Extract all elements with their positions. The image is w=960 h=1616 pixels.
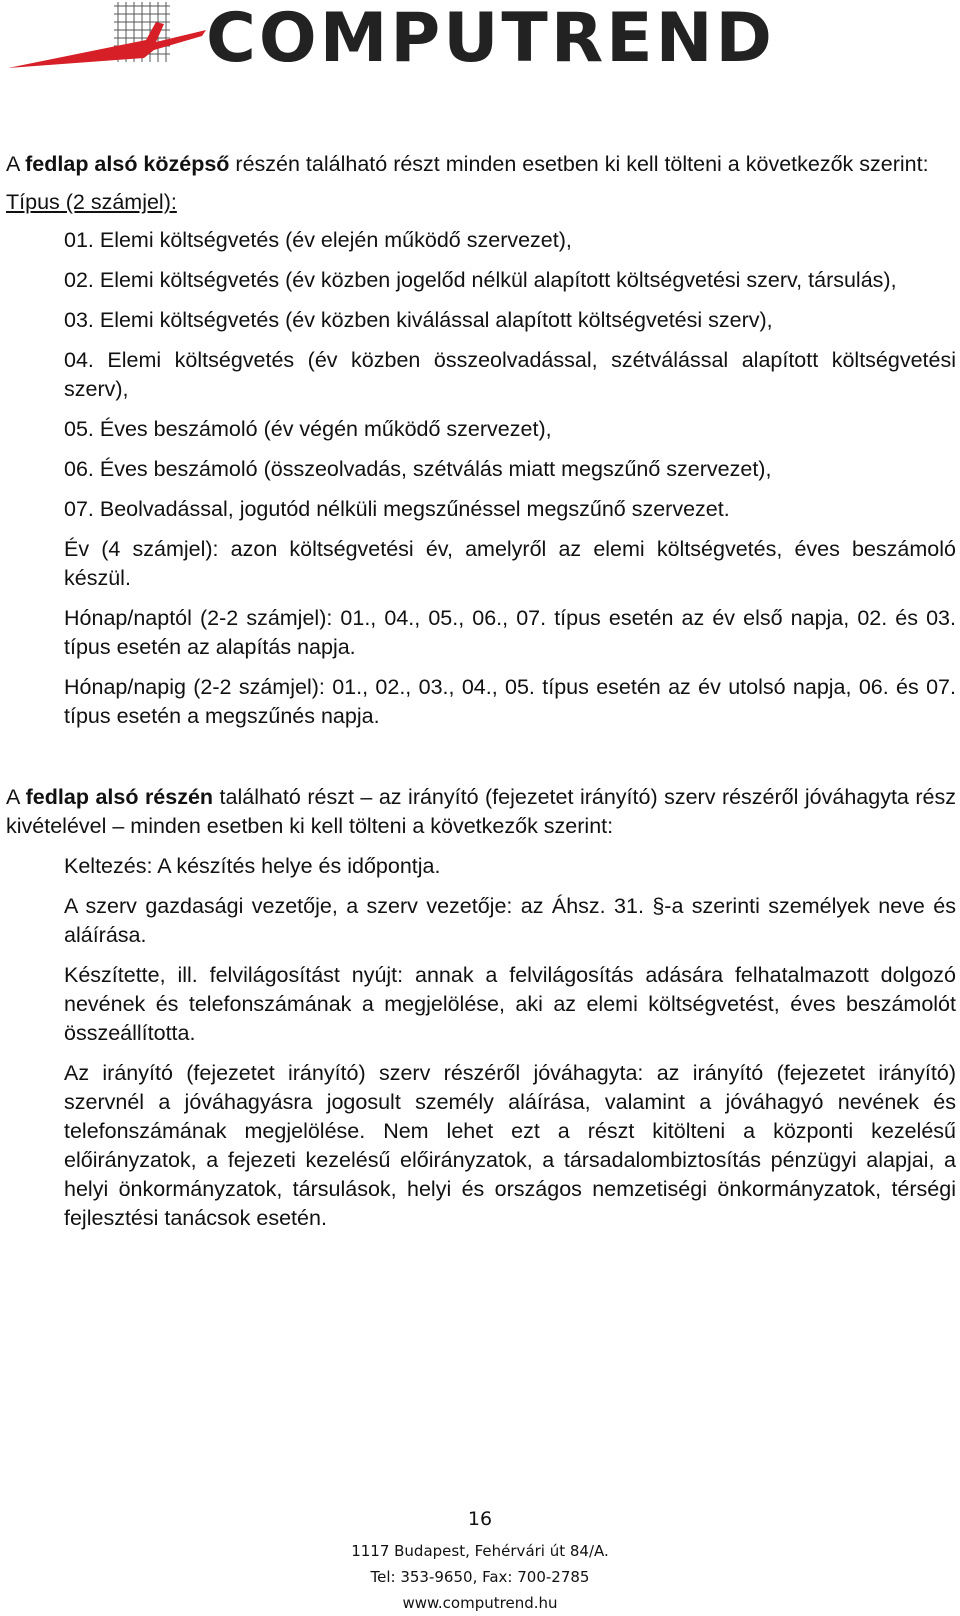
section2-intro-bold: fedlap alsó részén bbox=[25, 785, 214, 809]
tipus-item-06: 06. Éves beszámoló (összeolvadás, szétválás miatt megszűnő szervezet), bbox=[64, 457, 772, 481]
footer-address: 1117 Budapest, Fehérvári út 84/A. bbox=[351, 1542, 609, 1560]
vezeto-description: A szerv gazdasági vezetője, a szerv vezetője: az Áhsz. 31. §-a szerinti személyek neve és aláírása. bbox=[64, 894, 956, 947]
logo-mark-icon bbox=[6, 0, 206, 78]
ev-description: Év (4 számjel): azon költségvetési év, amelyről az elemi költségvetés, éves beszámoló készül. bbox=[64, 537, 956, 590]
section1-intro: A fedlap alsó középső részén található részt minden esetben ki kell tölteni a következők szerint: bbox=[6, 152, 929, 176]
company-logo bbox=[6, 0, 956, 80]
tipus-item-01: 01. Elemi költségvetés (év elején működő szervezet), bbox=[64, 228, 572, 252]
document-body bbox=[6, 150, 956, 1233]
page-number: 16 bbox=[467, 1508, 493, 1530]
honap-ig-description: Hónap/napig (2-2 számjel): 01., 02., 03., 04., 05. típus esetén az év utolsó napja, 06. és 07. típus esetén a megszűnés napja. bbox=[64, 675, 956, 728]
section1-intro-bold: fedlap alsó középső bbox=[25, 152, 230, 176]
iranyito-description: Az irányító (fejezetet irányító) szerv részéről jóváhagyta: az irányító (fejezetet irányító) szervnél a jóváhagyásra jogosult személy aláírása, valamint a jóváhagyó nevének és telefonszámának megjelölése. Nem lehet ezt a részt kitölteni a központi kezelésű előirányzatok, a fejezeti kezelésű előirányzatok, a társadalombiztosítás pénzügyi alapjai, a helyi önkormányzatok, társulások, helyi és országos nemzetiségi önkormányzatok, térségi fejlesztési tanácsok esetén. bbox=[64, 1061, 956, 1230]
footer-website[interactable]: www.computrend.hu bbox=[402, 1594, 558, 1612]
keszitette-description: Készítette, ill. felvilágosítást nyújt: annak a felvilágosítás adására felhatalmazott dolgozó nevének és telefonszámának a megjelölése, aki az elemi költségvetést, éves beszámolót összeállította. bbox=[64, 963, 956, 1045]
tipus-item-02: 02. Elemi költségvetés (év közben jogelőd nélkül alapított költségvetési szerv, társulás), bbox=[64, 268, 897, 292]
honap-tol-description: Hónap/naptól (2-2 számjel): 01., 04., 05., 06., 07. típus esetén az év első napja, 02. és 03. típus esetén az alapítás napja. bbox=[64, 606, 956, 659]
tipus-item-03: 03. Elemi költségvetés (év közben kiválással alapított költségvetési szerv), bbox=[64, 308, 773, 332]
tipus-item-04: 04. Elemi költségvetés (év közben összeolvadással, szétválással alapított költségvetési szerv), bbox=[64, 348, 956, 401]
tipus-item-07: 07. Beolvadással, jogutód nélküli megszűnéssel megszűnő szervezet. bbox=[64, 497, 730, 521]
keltezes-description: Keltezés: A készítés helye és időpontja. bbox=[64, 854, 441, 878]
tipus-label: Típus (2 számjel): bbox=[6, 190, 177, 214]
section2-intro: A fedlap alsó részén található részt – az irányító (fejezetet irányító) szerv részéről jóváhagyta rész kivételével – minden esetben ki kell tölteni a következők szerint: bbox=[6, 785, 956, 838]
footer-phone: Tel: 353-9650, Fax: 700-2785 bbox=[370, 1568, 590, 1586]
tipus-item-05: 05. Éves beszámoló (év végén működő szervezet), bbox=[64, 417, 552, 441]
logo-wordmark: COMPUTREND bbox=[206, 0, 775, 78]
